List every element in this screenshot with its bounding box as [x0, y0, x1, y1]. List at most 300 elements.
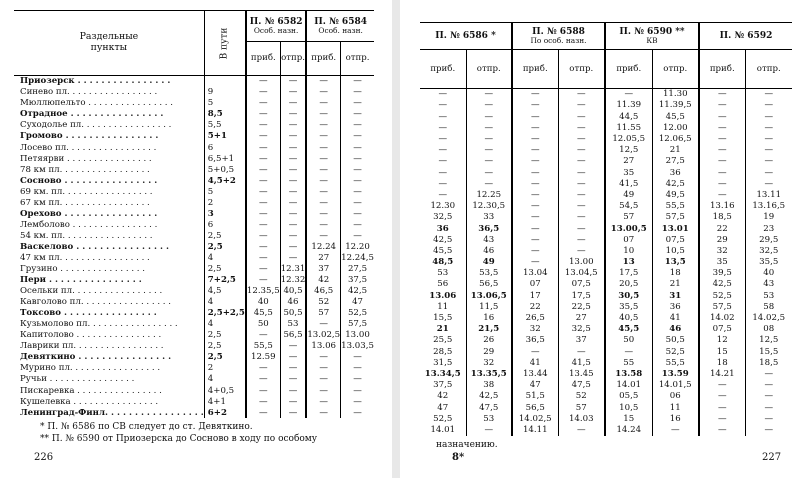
time-cell: 13.00	[341, 330, 374, 341]
station-row	[14, 297, 374, 308]
station-row	[14, 131, 374, 142]
time-cell: 11	[437, 301, 449, 312]
time-cell: —	[745, 413, 792, 424]
km-value: 2,5	[204, 231, 246, 242]
time-cell: —	[341, 186, 374, 197]
time-cell: —	[512, 134, 558, 145]
time-cell: 11,5	[466, 302, 512, 313]
time-cell: 15,5	[745, 346, 792, 357]
time-cell: 49,5	[652, 190, 699, 201]
time-cell: —	[558, 212, 605, 223]
time-cell: 52	[558, 391, 605, 402]
station-row	[14, 275, 374, 286]
time-cell: —	[280, 164, 306, 175]
time-cell: 40	[246, 297, 280, 308]
km-value: 6	[204, 220, 246, 231]
time-cell: —	[699, 402, 745, 413]
time-row	[420, 167, 792, 178]
station-name: Кушелевка . . . . . . . . . . . . . . . .	[20, 396, 159, 407]
time-cell: —	[438, 111, 448, 122]
time-cell: —	[246, 76, 280, 88]
time-cell: 42,5	[652, 179, 699, 190]
time-cell: —	[438, 145, 448, 156]
time-cell: —	[438, 100, 448, 111]
station-name: Капитолово . . . . . . . . . . . . . . . .	[20, 330, 162, 341]
right-timetable	[420, 22, 792, 436]
time-cell: 13.06,5	[466, 290, 512, 301]
time-cell: 14.02	[699, 313, 745, 324]
time-cell: —	[745, 111, 792, 122]
time-cell: —	[699, 89, 745, 101]
time-cell: —	[745, 425, 792, 436]
time-row	[420, 190, 792, 201]
time-cell: —	[246, 175, 280, 186]
station-row	[14, 264, 374, 275]
time-cell: 47,5	[466, 402, 512, 413]
time-cell: —	[438, 122, 448, 133]
signature-mark: 8*	[452, 452, 465, 463]
km-value: 5	[204, 98, 246, 109]
time-cell: 26,5	[512, 313, 558, 324]
time-cell: —	[341, 109, 374, 120]
time-cell: 36	[652, 167, 699, 178]
time-cell: 13.16,5	[745, 201, 792, 212]
time-cell: —	[466, 425, 512, 436]
time-cell: 12.20	[341, 242, 374, 253]
time-cell: 29,5	[745, 234, 792, 245]
time-cell: —	[280, 186, 306, 197]
station-name: Петяярви . . . . . . . . . . . . . . . .	[20, 153, 152, 164]
time-cell: —	[745, 402, 792, 413]
km-value: 2,5	[204, 264, 246, 275]
time-cell: 53	[745, 290, 792, 301]
time-cell: —	[306, 131, 340, 142]
time-cell: —	[466, 100, 512, 111]
footnote-1: * П. № 6586 по СВ следует до ст. Девяткино.	[40, 422, 253, 432]
time-cell: 13.35,5	[466, 369, 512, 380]
time-cell: —	[306, 209, 340, 220]
time-cell: —	[745, 145, 792, 156]
time-cell: 55,5	[652, 201, 699, 212]
time-row	[420, 223, 792, 234]
time-cell: —	[558, 156, 605, 167]
km-value: 4	[204, 253, 246, 264]
time-cell: 40,5	[605, 313, 652, 324]
time-cell: 37	[306, 264, 340, 275]
time-cell: —	[306, 396, 340, 407]
km-value: 4	[204, 374, 246, 385]
station-name: Орехово . . . . . . . . . . . . . . . .	[20, 208, 158, 219]
station-row	[14, 175, 374, 186]
station-name: Лемболово . . . . . . . . . . . . . . . .	[20, 219, 158, 230]
train-6582-header: П. № 6582 Особ. назн.	[246, 11, 306, 42]
time-cell: 42,5	[699, 279, 745, 290]
time-row	[420, 391, 792, 402]
time-cell: —	[306, 142, 340, 153]
train-6586-header: П. № 6586 *	[420, 23, 512, 50]
time-cell: —	[341, 142, 374, 153]
station-name: 78 км пл. . . . . . . . . . . . . . . . .	[20, 164, 150, 175]
time-cell: —	[438, 156, 448, 167]
time-cell: 22	[512, 302, 558, 313]
station-row	[14, 120, 374, 131]
time-cell: —	[558, 111, 605, 122]
time-cell: 20,5	[605, 279, 652, 290]
time-cell: 28,5	[433, 346, 453, 357]
time-cell: 16	[652, 413, 699, 424]
time-cell: 22	[699, 223, 745, 234]
train-6588-header: П. № 6588 По особ. назн.	[512, 23, 605, 50]
time-cell: 12.31	[280, 264, 306, 275]
time-cell: 14.01	[430, 424, 456, 435]
station-row	[14, 407, 374, 418]
time-cell: 52,5	[652, 346, 699, 357]
station-name: Лосево пл. . . . . . . . . . . . . . . . .	[20, 142, 157, 153]
station-name: Девяткино . . . . . . . . . . . . . . . .	[20, 352, 172, 363]
time-cell: 55,5	[652, 358, 699, 369]
time-cell: —	[246, 153, 280, 164]
station-row	[14, 242, 374, 253]
time-cell: 36,5	[512, 335, 558, 346]
time-cell: 33	[466, 212, 512, 223]
time-row	[420, 89, 792, 101]
time-cell: 56,5	[280, 330, 306, 341]
time-cell: —	[699, 380, 745, 391]
station-name: Васкелово . . . . . . . . . . . . . . . .	[20, 241, 169, 252]
time-cell: 27	[605, 156, 652, 167]
time-cell: —	[306, 98, 340, 109]
time-cell: 18	[652, 268, 699, 279]
time-cell: —	[280, 120, 306, 131]
time-cell: —	[280, 242, 306, 253]
time-cell: —	[280, 209, 306, 220]
time-row	[420, 380, 792, 391]
time-cell: —	[558, 234, 605, 245]
page-number-right: 227	[762, 452, 782, 463]
time-cell: 14.11	[512, 425, 558, 436]
time-cell: —	[699, 179, 745, 190]
station-name: 47 км пл. . . . . . . . . . . . . . . . .	[20, 252, 150, 263]
time-cell: 15,5	[433, 313, 453, 324]
time-cell: 13.04	[512, 268, 558, 279]
station-name: Сосново . . . . . . . . . . . . . . . .	[20, 175, 158, 186]
time-cell: 37,5	[433, 380, 453, 391]
time-cell: —	[558, 167, 605, 178]
sub-col-dep: отпр.	[466, 50, 512, 89]
time-cell: —	[558, 425, 605, 436]
time-cell: —	[699, 167, 745, 178]
time-cell: 35	[699, 257, 745, 268]
time-cell: —	[341, 363, 374, 374]
time-cell: 41,5	[558, 358, 605, 369]
time-cell: 12.59	[246, 352, 280, 363]
page-number-left: 226	[34, 452, 54, 463]
time-cell: —	[341, 131, 374, 142]
time-cell: —	[280, 231, 306, 242]
time-cell: —	[246, 253, 280, 264]
time-cell: 12.30,5	[466, 201, 512, 212]
time-cell: 26	[466, 335, 512, 346]
time-cell: 47,5	[558, 380, 605, 391]
time-cell: —	[512, 111, 558, 122]
time-cell: 13.04,5	[558, 268, 605, 279]
km-value: 2,5	[204, 352, 246, 363]
station-row	[14, 352, 374, 363]
time-cell: 43	[745, 279, 792, 290]
left-timetable	[14, 10, 374, 418]
time-cell: 50,5	[652, 335, 699, 346]
time-cell: 11.30	[652, 89, 699, 101]
time-cell: 35,5	[605, 302, 652, 313]
sub-col-arr: приб.	[420, 50, 466, 89]
km-value: 6	[204, 142, 246, 153]
time-cell: 14.03	[558, 413, 605, 424]
time-cell: 14.02,5	[512, 413, 558, 424]
time-cell: —	[341, 209, 374, 220]
station-name: 54 км. пл. . . . . . . . . . . . . . . . .	[20, 230, 153, 241]
time-cell: —	[512, 179, 558, 190]
time-cell: 46	[280, 297, 306, 308]
time-row	[420, 346, 792, 357]
station-row	[14, 286, 374, 297]
station-name: Мюллюпельто . . . . . . . . . . . . . . . .	[20, 98, 173, 109]
time-cell: 57,5	[341, 319, 374, 330]
time-cell: —	[306, 407, 340, 418]
sub-col-dep: отпр.	[558, 50, 605, 89]
time-cell: —	[246, 231, 280, 242]
time-cell: —	[466, 156, 512, 167]
time-cell: —	[699, 123, 745, 134]
time-cell: 11.55	[605, 123, 652, 134]
station-row	[14, 330, 374, 341]
time-cell: 53	[466, 413, 512, 424]
time-cell: 46,5	[306, 286, 340, 297]
time-cell: 31	[652, 290, 699, 301]
time-cell: 50	[246, 319, 280, 330]
station-name: 67 км пл. . . . . . . . . . . . . . . . .	[20, 197, 150, 208]
time-cell: 56,5	[512, 402, 558, 413]
time-cell: —	[246, 385, 280, 396]
time-cell: 40	[745, 268, 792, 279]
time-cell: 08	[745, 324, 792, 335]
time-cell: 13.06	[429, 290, 457, 301]
time-cell: —	[558, 346, 605, 357]
time-cell: —	[438, 89, 448, 100]
time-cell: 31,5	[433, 357, 453, 368]
time-cell: —	[306, 363, 340, 374]
station-name: Пери . . . . . . . . . . . . . . . .	[20, 275, 142, 286]
time-cell: —	[246, 164, 280, 175]
station-row	[14, 374, 374, 385]
time-cell: —	[280, 131, 306, 142]
km-value: 2,5	[204, 330, 246, 341]
time-row	[420, 402, 792, 413]
time-cell: 30,5	[605, 290, 652, 301]
station-row	[14, 220, 374, 231]
time-cell: 32,5	[558, 324, 605, 335]
time-cell: 14.01,5	[652, 380, 699, 391]
time-cell: 39,5	[699, 268, 745, 279]
time-cell: —	[745, 380, 792, 391]
sub-col-dep: отпр.	[341, 42, 374, 76]
time-row	[420, 134, 792, 145]
time-cell: 13,5	[652, 257, 699, 268]
time-cell: —	[558, 145, 605, 156]
time-cell: —	[341, 396, 374, 407]
time-cell: 53	[280, 319, 306, 330]
time-cell: 13.45	[558, 369, 605, 380]
time-cell: 23	[745, 223, 792, 234]
time-cell: —	[438, 189, 448, 200]
time-cell: 25,5	[433, 335, 453, 346]
time-cell: —	[246, 98, 280, 109]
sub-col-arr: приб.	[512, 50, 558, 89]
time-cell: —	[699, 190, 745, 201]
time-row	[420, 425, 792, 436]
time-cell: —	[512, 156, 558, 167]
time-cell: —	[699, 145, 745, 156]
km-value: 4,5	[204, 286, 246, 297]
time-cell: —	[246, 87, 280, 98]
time-cell: 18,5	[745, 358, 792, 369]
km-value: 9	[204, 87, 246, 98]
station-row	[14, 396, 374, 407]
station-row	[14, 253, 374, 264]
time-cell: —	[306, 175, 340, 186]
time-cell: 12.06,5	[652, 134, 699, 145]
station-name: Суходолье пл. . . . . . . . . . . . . . . . .	[20, 120, 172, 131]
time-cell: 15	[605, 413, 652, 424]
time-cell: 47	[341, 297, 374, 308]
time-cell: 13.00,5	[605, 223, 652, 234]
station-name: Грузино . . . . . . . . . . . . . . . .	[20, 264, 145, 275]
footnote-2: ** П. № 6590 от Приозерска до Сосново в ходу по особому	[40, 434, 318, 444]
time-cell: —	[280, 253, 306, 264]
time-cell: —	[306, 87, 340, 98]
time-cell: 45,5	[246, 308, 280, 319]
time-cell: 57,5	[652, 212, 699, 223]
km-value: 4	[204, 319, 246, 330]
time-cell: —	[652, 425, 699, 436]
time-cell: —	[341, 407, 374, 418]
time-cell: 12	[699, 335, 745, 346]
time-cell: —	[699, 413, 745, 424]
time-cell: 42,5	[341, 286, 374, 297]
time-cell: 57	[605, 212, 652, 223]
time-cell: —	[605, 89, 652, 101]
time-cell: —	[280, 396, 306, 407]
km-value: 5+0,5	[204, 164, 246, 175]
sub-col-arr: приб.	[605, 50, 652, 89]
time-cell: 12.35,5	[246, 286, 280, 297]
time-cell: 11.39,5	[652, 100, 699, 111]
time-cell: —	[280, 385, 306, 396]
time-cell: 13.01	[652, 223, 699, 234]
time-cell: 14.01	[605, 380, 652, 391]
time-row	[420, 100, 792, 111]
time-cell: 22,5	[558, 302, 605, 313]
time-cell: 14.02,5	[745, 313, 792, 324]
time-cell: 27,5	[341, 264, 374, 275]
time-cell: —	[280, 341, 306, 352]
station-name: Громово . . . . . . . . . . . . . . . .	[20, 131, 159, 142]
time-cell: —	[699, 425, 745, 436]
time-cell: 54,5	[605, 201, 652, 212]
time-cell: —	[246, 109, 280, 120]
time-cell: —	[466, 167, 512, 178]
time-cell: 42,5	[466, 391, 512, 402]
time-cell: 56	[437, 279, 449, 290]
station-row	[14, 198, 374, 209]
time-cell: —	[341, 374, 374, 385]
time-cell: —	[341, 385, 374, 396]
time-cell: —	[246, 275, 280, 286]
time-row	[420, 257, 792, 268]
time-cell: —	[512, 100, 558, 111]
time-cell: 41,5	[605, 179, 652, 190]
time-cell: 56,5	[466, 279, 512, 290]
time-cell: —	[341, 164, 374, 175]
time-cell: 47	[512, 380, 558, 391]
time-cell: 14.24	[605, 425, 652, 436]
time-cell: —	[306, 153, 340, 164]
time-cell: 49	[466, 257, 512, 268]
station-name: Отрадное . . . . . . . . . . . . . . . .	[20, 109, 164, 120]
time-cell: 57	[558, 402, 605, 413]
time-cell: —	[306, 109, 340, 120]
time-cell: 52	[306, 297, 340, 308]
time-cell: 40,5	[280, 286, 306, 297]
time-cell: —	[306, 374, 340, 385]
right-timetable-body	[420, 89, 792, 436]
time-cell: —	[341, 198, 374, 209]
time-cell: 43	[466, 234, 512, 245]
time-cell: —	[745, 100, 792, 111]
time-cell: 57,5	[699, 302, 745, 313]
time-cell: —	[280, 142, 306, 153]
station-name: Мурино пл. . . . . . . . . . . . . . . . .	[20, 363, 161, 374]
time-cell: 12.24	[306, 242, 340, 253]
time-cell: —	[246, 198, 280, 209]
station-name: Ручьи . . . . . . . . . . . . . . . .	[20, 374, 135, 385]
time-row	[420, 290, 792, 301]
time-row	[420, 179, 792, 190]
time-cell: —	[466, 123, 512, 134]
time-cell: —	[512, 167, 558, 178]
time-cell: —	[512, 190, 558, 201]
time-cell: 15	[699, 346, 745, 357]
station-name: Лаврики пл. . . . . . . . . . . . . . . . .	[20, 341, 164, 352]
time-cell: 50,5	[280, 308, 306, 319]
sub-col-dep: отпр.	[652, 50, 699, 89]
time-cell: 45,5	[652, 111, 699, 122]
train-6592-header: П. № 6592	[699, 23, 792, 50]
time-cell: —	[306, 352, 340, 363]
km-value: 4,5+2	[204, 175, 246, 186]
time-cell: —	[512, 123, 558, 134]
time-cell: 48,5	[432, 257, 454, 268]
time-cell: —	[341, 175, 374, 186]
time-row	[420, 279, 792, 290]
time-cell: 13.03,5	[341, 341, 374, 352]
km-value: 2	[204, 363, 246, 374]
time-row	[420, 212, 792, 223]
time-cell: —	[280, 363, 306, 374]
km-value: 2	[204, 198, 246, 209]
time-cell: 11	[652, 402, 699, 413]
time-cell: 07	[512, 279, 558, 290]
time-cell: 52,5	[699, 290, 745, 301]
